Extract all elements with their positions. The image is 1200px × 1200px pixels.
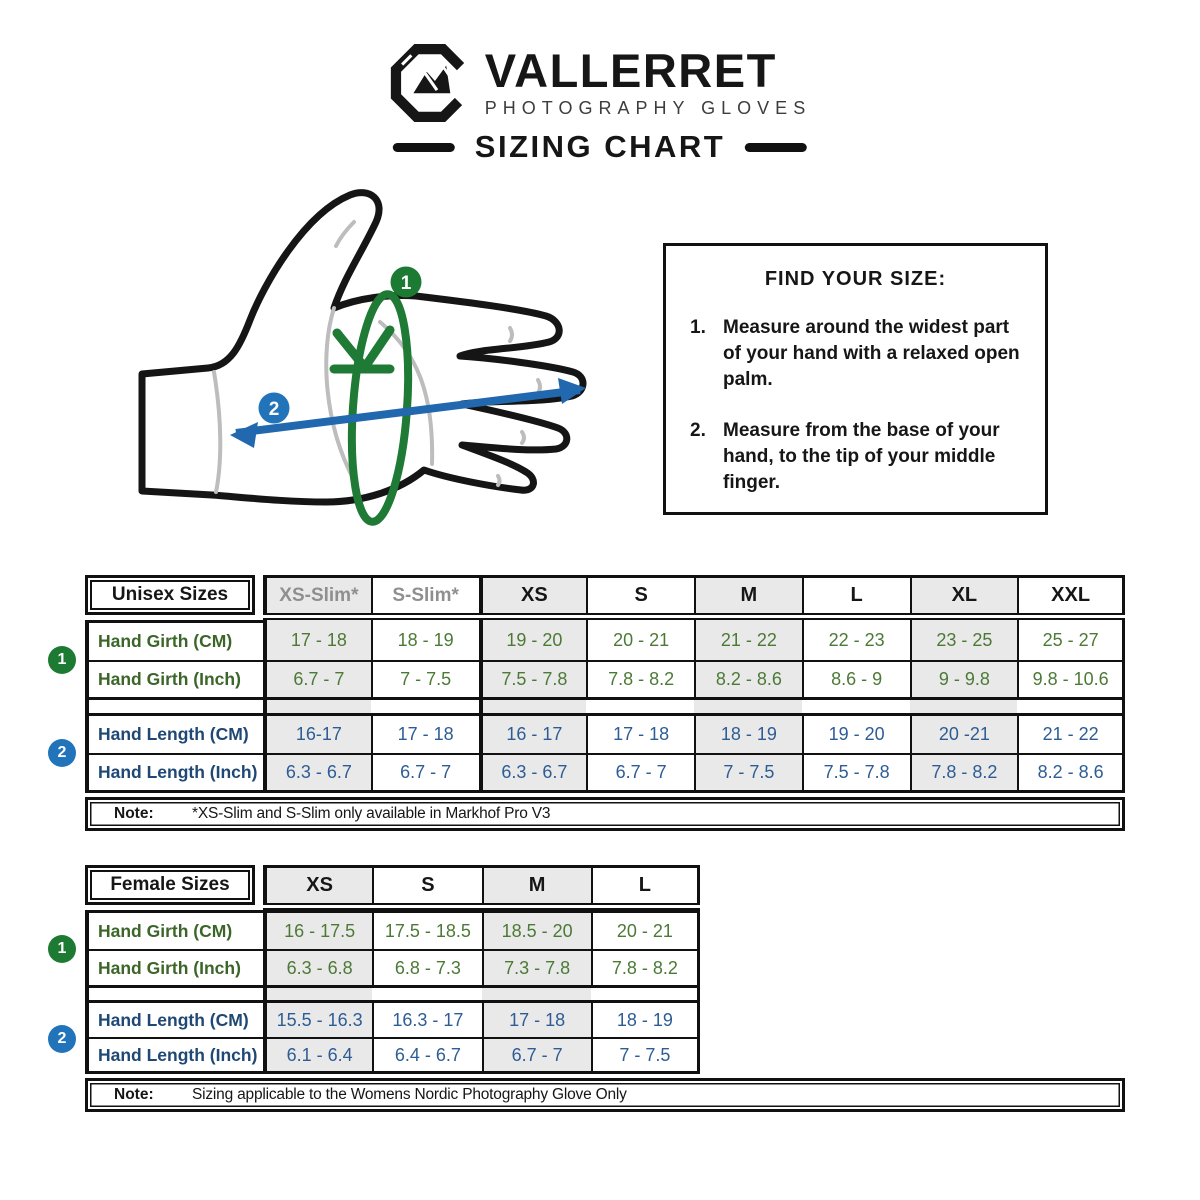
column-header: S-Slim* bbox=[371, 575, 479, 615]
note-text: *XS-Slim and S-Slim only available in Markhof Pro V3 bbox=[192, 805, 551, 822]
table-cell: 6.8 - 7.3 bbox=[372, 949, 481, 988]
female-table-title-box bbox=[85, 865, 263, 905]
table-cell: 20 - 21 bbox=[586, 620, 694, 660]
table-cell: 9 - 9.8 bbox=[910, 660, 1018, 700]
instruction-step-2 bbox=[690, 418, 1021, 497]
table-cell: 15.5 - 16.3 bbox=[263, 1000, 372, 1037]
table-cell: 23 - 25 bbox=[910, 620, 1018, 660]
column-header: XXL bbox=[1017, 575, 1125, 615]
brand-header bbox=[389, 42, 811, 124]
row-label: Hand Girth (Inch) bbox=[85, 660, 263, 700]
table-title: Female Sizes bbox=[85, 865, 255, 905]
table-cell: 17 - 18 bbox=[482, 1000, 591, 1037]
note-label: Note: bbox=[114, 1086, 154, 1103]
row-label: Hand Girth (Inch) bbox=[85, 949, 263, 988]
table-cell: 6.7 - 7 bbox=[586, 753, 694, 793]
column-header: S bbox=[372, 865, 481, 905]
column-header: XL bbox=[910, 575, 1018, 615]
row-label: Hand Girth (CM) bbox=[85, 620, 263, 660]
table-cell: 19 - 20 bbox=[802, 713, 910, 753]
title-dash-left bbox=[393, 143, 455, 152]
table-cell: 9.8 - 10.6 bbox=[1017, 660, 1125, 700]
table-cell: 6.4 - 6.7 bbox=[372, 1037, 481, 1074]
table-cell: 7 - 7.5 bbox=[591, 1037, 700, 1074]
find-your-size-box bbox=[663, 243, 1048, 515]
vallerret-logo-icon bbox=[389, 42, 471, 124]
table-cell: 19 - 20 bbox=[479, 620, 587, 660]
table-cell: 7.8 - 8.2 bbox=[586, 660, 694, 700]
diagram-marker-girth bbox=[391, 267, 422, 298]
row-label: Hand Length (CM) bbox=[85, 1000, 263, 1037]
title-row bbox=[393, 129, 807, 165]
table-cell: 21 - 22 bbox=[1017, 713, 1125, 753]
table-cell: 6.1 - 6.4 bbox=[263, 1037, 372, 1074]
table-cell: 7.8 - 8.2 bbox=[591, 949, 700, 988]
diagram-marker-length bbox=[259, 393, 290, 424]
table-cell: 16 - 17.5 bbox=[263, 910, 372, 949]
table-cell: 17 - 18 bbox=[586, 713, 694, 753]
column-header: S bbox=[586, 575, 694, 615]
table-cell: 6.7 - 7 bbox=[371, 753, 479, 793]
table-cell: 6.7 - 7 bbox=[263, 660, 371, 700]
female-note-bar bbox=[85, 1078, 1125, 1112]
column-header: L bbox=[591, 865, 700, 905]
table-title: Unisex Sizes bbox=[85, 575, 255, 615]
table-cell: 8.2 - 8.6 bbox=[694, 660, 802, 700]
table-cell: 20 - 21 bbox=[591, 910, 700, 949]
page-title: SIZING CHART bbox=[474, 129, 726, 164]
column-header: M bbox=[694, 575, 802, 615]
row-label: Hand Length (Inch) bbox=[85, 1037, 263, 1074]
column-header: XS bbox=[263, 865, 372, 905]
group-gap bbox=[85, 700, 263, 713]
title-dash-right bbox=[745, 143, 807, 152]
table-cell: 7.5 - 7.8 bbox=[802, 753, 910, 793]
table-cell: 17.5 - 18.5 bbox=[372, 910, 481, 949]
unisex-note-bar bbox=[85, 797, 1125, 831]
hand-measurement-diagram bbox=[118, 180, 623, 533]
table-cell: 7 - 7.5 bbox=[694, 753, 802, 793]
table-cell: 20 -21 bbox=[910, 713, 1018, 753]
table-cell: 7 - 7.5 bbox=[371, 660, 479, 700]
row-label: Hand Length (CM) bbox=[85, 713, 263, 753]
row-label: Hand Length (Inch) bbox=[85, 753, 263, 793]
column-header: L bbox=[802, 575, 910, 615]
table-cell: 8.6 - 9 bbox=[802, 660, 910, 700]
step-text: Measure around the widest part of your hand with a relaxed open palm. bbox=[723, 317, 1020, 391]
unisex-table-title-box bbox=[85, 575, 263, 615]
svg-text:1: 1 bbox=[400, 273, 412, 294]
table-cell: 22 - 23 bbox=[802, 620, 910, 660]
table-cell: 16.3 - 17 bbox=[372, 1000, 481, 1037]
length-marker-badge: 2 bbox=[48, 1025, 76, 1053]
column-header: M bbox=[482, 865, 591, 905]
table-cell: 6.3 - 6.7 bbox=[263, 753, 371, 793]
step-number: 1. bbox=[690, 317, 706, 338]
brand-name: VALLERRET bbox=[484, 44, 777, 97]
svg-text:2: 2 bbox=[268, 399, 280, 420]
table-cell: 16 - 17 bbox=[479, 713, 587, 753]
row-label: Hand Girth (CM) bbox=[85, 910, 263, 949]
step-number: 2. bbox=[690, 419, 706, 441]
girth-marker-badge: 1 bbox=[48, 935, 76, 963]
instructions-title: FIND YOUR SIZE: bbox=[764, 268, 947, 290]
length-marker-badge: 2 bbox=[48, 739, 76, 767]
table-cell: 16-17 bbox=[263, 713, 371, 753]
table-cell: 17 - 18 bbox=[371, 713, 479, 753]
brand-tagline: PHOTOGRAPHY GLOVES bbox=[484, 98, 812, 118]
table-cell: 18 - 19 bbox=[694, 713, 802, 753]
table-cell: 8.2 - 8.6 bbox=[1017, 753, 1125, 793]
instruction-step-1 bbox=[690, 315, 1021, 394]
column-header: XS bbox=[479, 575, 587, 615]
table-cell: 18.5 - 20 bbox=[482, 910, 591, 949]
table-cell: 7.3 - 7.8 bbox=[482, 949, 591, 988]
table-cell: 7.5 - 7.8 bbox=[479, 660, 587, 700]
table-cell: 6.7 - 7 bbox=[482, 1037, 591, 1074]
table-cell: 25 - 27 bbox=[1017, 620, 1125, 660]
hand-illustration bbox=[118, 180, 623, 528]
unisex-sizes-table bbox=[85, 575, 1125, 793]
table-cell: 6.3 - 6.8 bbox=[263, 949, 372, 988]
table-cell: 21 - 22 bbox=[694, 620, 802, 660]
table-cell: 17 - 18 bbox=[263, 620, 371, 660]
note-label: Note: bbox=[114, 805, 154, 822]
table-cell: 18 - 19 bbox=[591, 1000, 700, 1037]
table-cell: 18 - 19 bbox=[371, 620, 479, 660]
column-header: XS-Slim* bbox=[263, 575, 371, 615]
table-cell: 7.8 - 8.2 bbox=[910, 753, 1018, 793]
table-cell: 6.3 - 6.7 bbox=[479, 753, 587, 793]
group-gap bbox=[85, 988, 263, 1000]
step-text: Measure from the base of your hand, to the tip of your middle finger. bbox=[723, 419, 1000, 494]
female-sizes-table bbox=[85, 865, 700, 1074]
girth-marker-badge: 1 bbox=[48, 646, 76, 674]
note-text: Sizing applicable to the Womens Nordic Photography Glove Only bbox=[192, 1086, 627, 1103]
